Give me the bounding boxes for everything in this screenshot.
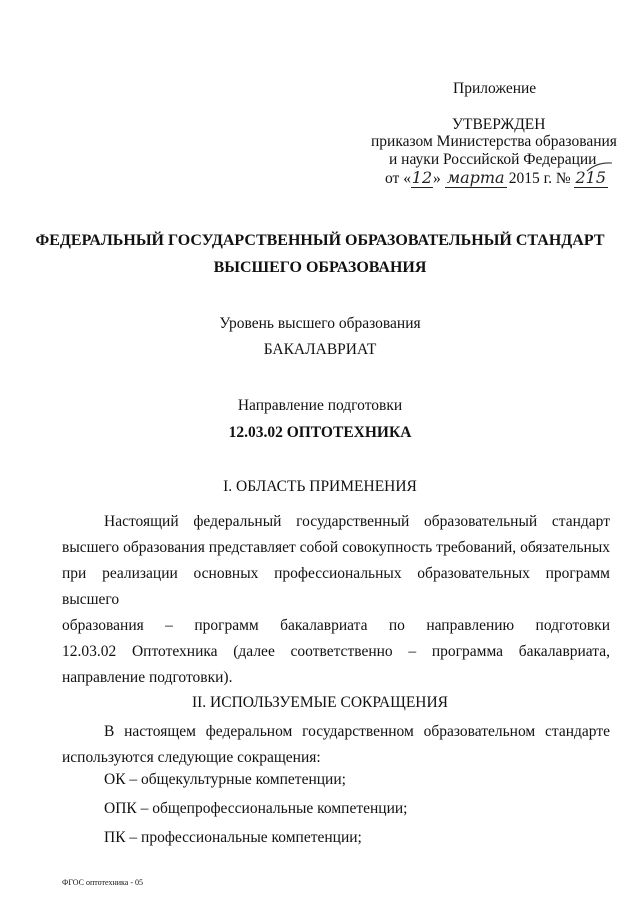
- abbreviation-item: ОК – общекультурные компетенции;: [104, 771, 346, 788]
- paragraph-line: высшего образования представляет собой совокупность требований, обязательных: [62, 539, 610, 556]
- appendix-label: Приложение: [453, 80, 537, 97]
- paragraph-line: при реализации основных профессиональных образовательных программ высшего: [62, 565, 610, 608]
- order-line-2: и науки Российской Федерации: [389, 151, 597, 168]
- approved-label: УТВЕРЖДЕН: [452, 116, 546, 133]
- section-1-heading: I. ОБЛАСТЬ ПРИМЕНЕНИЯ: [223, 478, 417, 495]
- date-day-handwritten: 12: [411, 168, 433, 187]
- section-2-paragraph: [62, 719, 610, 771]
- paragraph-line: образования – программ бакалавриата по направлению подготовки: [62, 617, 610, 634]
- abbreviation-item: ОПК – общепрофессиональные компетенции;: [104, 800, 408, 817]
- paragraph-line: В настоящем федеральном государственном образовательном стандарте: [104, 723, 610, 740]
- date-mid: »: [432, 170, 441, 187]
- paragraph-line: Настоящий федеральный государственный образовательный стандарт: [104, 513, 610, 530]
- document-title-line-1: ФЕДЕРАЛЬНЫЙ ГОСУДАРСТВЕННЫЙ ОБРАЗОВАТЕЛЬНЫЙ СТАНДАРТ: [35, 232, 605, 249]
- date-year: 2015 г. №: [508, 170, 571, 187]
- direction-value: 12.03.02 ОПТОТЕХНИКА: [228, 424, 412, 441]
- order-line-1: приказом Министерства образования: [371, 133, 617, 150]
- document-title-line-2: ВЫСШЕГО ОБРАЗОВАНИЯ: [213, 259, 427, 276]
- order-date-line: [385, 168, 608, 188]
- section-2-heading: II. ИСПОЛЬЗУЕМЫЕ СОКРАЩЕНИЯ: [191, 694, 449, 711]
- date-month-handwritten: марта: [445, 168, 507, 188]
- page-footer: ФГОС оптотехника - 05: [62, 878, 144, 887]
- abbreviation-item: ПК – профессиональные компетенции;: [104, 829, 362, 846]
- order-number-handwritten: 215: [575, 168, 606, 187]
- paragraph-line: направление подготовки).: [62, 669, 233, 686]
- paragraph-line: используются следующие сокращения:: [62, 749, 321, 766]
- paragraph-line: 12.03.02 Оптотехника (далее соответственно – программа бакалавриата,: [62, 643, 610, 660]
- education-level-value: БАКАЛАВРИАТ: [263, 341, 377, 358]
- section-1-paragraph: [62, 509, 610, 691]
- date-prefix: от «: [385, 170, 411, 187]
- education-level-label: Уровень высшего образования: [219, 315, 421, 332]
- direction-label: Направление подготовки: [237, 397, 403, 414]
